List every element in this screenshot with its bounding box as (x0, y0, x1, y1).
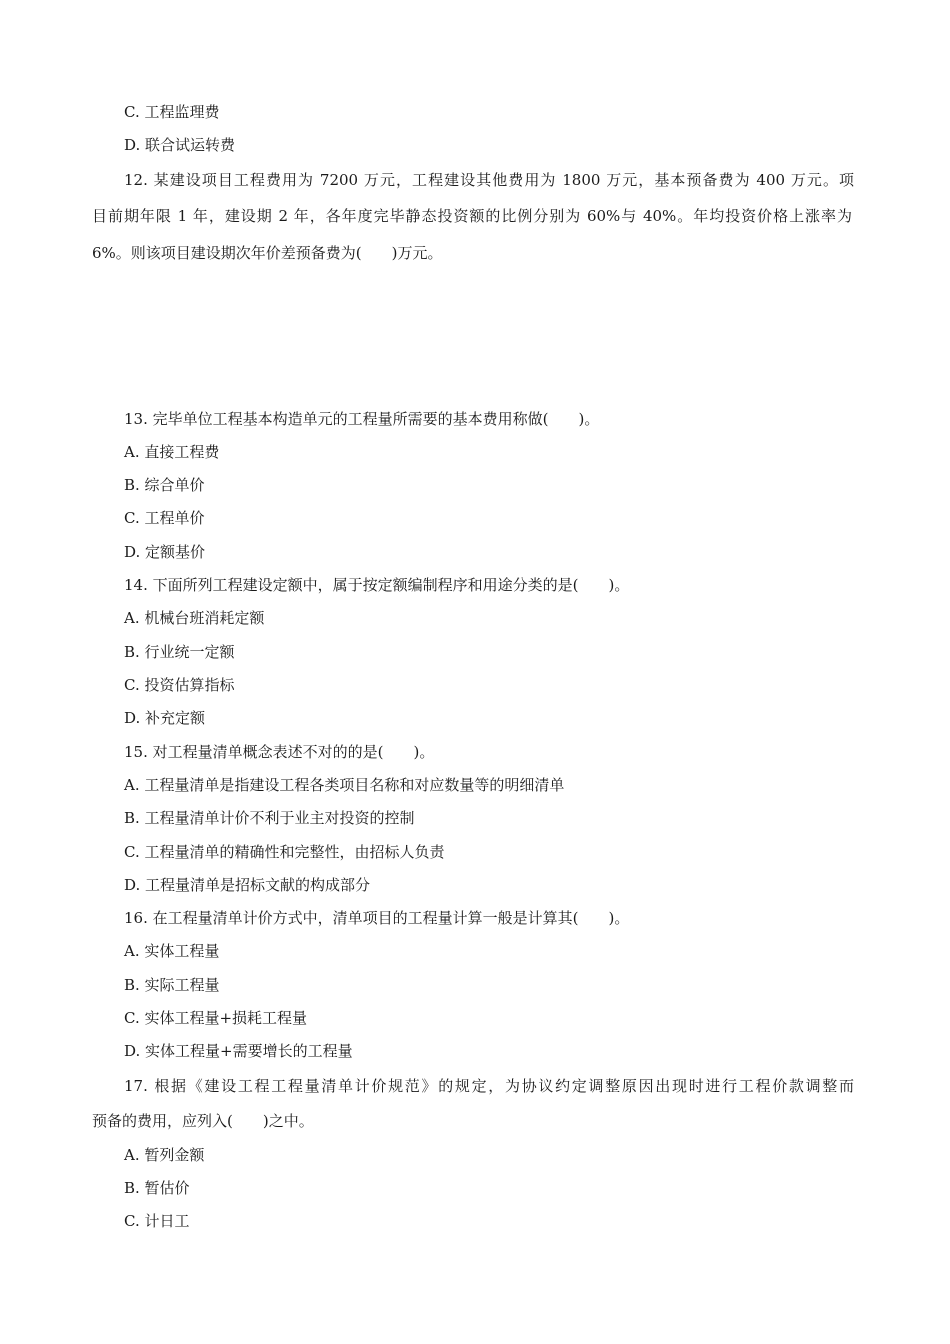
question-12-line-1: 12. 某建设项目工程费用为 7200 万元，工程建设其他费用为 1800 万元，基本预备费为 400 万元。项 (124, 171, 854, 189)
question-16: 16. 在工程量清单计价方式中，清单项目的工程量计算一般是计算其( )。 (124, 909, 630, 927)
option-c-supervision-fee: C. 工程监理费 (124, 103, 220, 121)
question-13-option-d: D. 定额基价 (124, 543, 206, 561)
question-17-option-a: A. 暂列金额 (124, 1146, 205, 1164)
question-13-option-c: C. 工程单价 (124, 509, 205, 527)
question-13-option-b: B. 综合单价 (124, 476, 205, 494)
question-14-option-c: C. 投资估算指标 (124, 676, 235, 694)
question-13-option-a: A. 直接工程费 (124, 443, 220, 461)
question-12-line-3: 6%。则该项目建设期次年价差预备费为( )万元。 (92, 244, 443, 262)
question-14: 14. 下面所列工程建设定额中，属于按定额编制程序和用途分类的是( )。 (124, 576, 630, 594)
question-17-option-b: B. 暂估价 (124, 1179, 190, 1197)
option-d-trial-run-fee: D. 联合试运转费 (124, 136, 236, 154)
question-17-line-2: 预备的费用，应列入( )之中。 (92, 1112, 314, 1130)
question-15-option-a: A. 工程量清单是指建设工程各类项目名称和对应数量等的明细清单 (124, 776, 565, 794)
question-14-option-a: A. 机械台班消耗定额 (124, 609, 265, 627)
question-15-option-b: B. 工程量清单计价不利于业主对投资的控制 (124, 809, 415, 827)
question-15-option-d: D. 工程量清单是招标文献的构成部分 (124, 876, 371, 894)
question-14-option-b: B. 行业统一定额 (124, 643, 235, 661)
question-17-line-1: 17. 根据《建设工程工程量清单计价规范》的规定，为协议约定调整原因出现时进行工程价款调整而 (124, 1077, 854, 1095)
question-15: 15. 对工程量清单概念表述不对的的是( )。 (124, 743, 435, 761)
question-17-option-c: C. 计日工 (124, 1212, 190, 1230)
question-12-line-2: 目前期年限 1 年，建设期 2 年，各年度完毕静态投资额的比例分别为 60%与 40%。年均投资价格上涨率为 (92, 207, 852, 225)
question-13: 13. 完毕单位工程基本构造单元的工程量所需要的基本费用称做( )。 (124, 410, 600, 428)
question-15-option-c: C. 工程量清单的精确性和完整性，由招标人负责 (124, 843, 445, 861)
question-16-option-b: B. 实际工程量 (124, 976, 220, 994)
question-14-option-d: D. 补充定额 (124, 709, 206, 727)
question-16-option-c: C. 实体工程量+损耗工程量 (124, 1009, 308, 1027)
question-16-option-a: A. 实体工程量 (124, 942, 220, 960)
question-16-option-d: D. 实体工程量+需要增长的工程量 (124, 1042, 353, 1060)
